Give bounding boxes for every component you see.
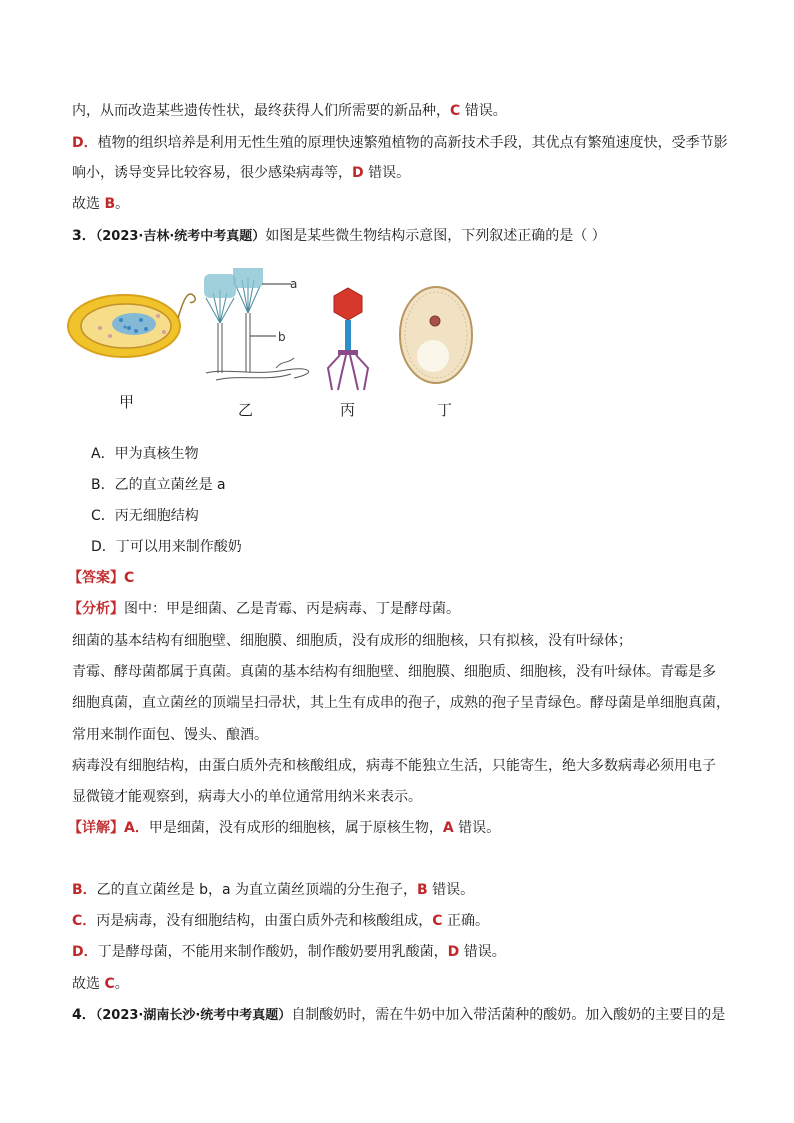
detail-end: 错误。 — [459, 944, 506, 960]
text: 。 — [114, 976, 129, 992]
text: 。 — [115, 196, 130, 212]
option-letter: B． — [72, 882, 97, 898]
analysis-line-5: 病毒没有细胞结构，由蛋白质外壳和核酸组成，病毒不能独立生活，只能寄生，绝大多数病毒必须用电子 — [72, 758, 716, 774]
key-letter: D — [352, 165, 364, 181]
choose-line — [72, 974, 129, 994]
option-text: 乙的直立菌丝是 a — [114, 477, 226, 493]
analysis-line-3: 细胞真菌，直立菌丝的顶端呈扫帚状，其上生有成串的孢子，成熟的孢子呈青绿色。酵母菌是单细胞真菌， — [72, 695, 730, 711]
detail-text: 甲是细菌，没有成形的细胞核，属于原核生物， — [148, 820, 443, 836]
key-letter: D — [447, 944, 460, 960]
option-letter: C． — [91, 508, 115, 524]
option-letter: D． — [72, 135, 98, 151]
analysis-line-4: 常用来制作面包、馒头、酿酒。 — [72, 727, 268, 743]
detail-end: 错误。 — [427, 882, 475, 898]
prev-line-1 — [72, 101, 507, 121]
figure-label-yi: 乙 — [238, 401, 254, 419]
virus-drawing — [328, 288, 368, 390]
analysis-line-1: 细菌的基本结构有细胞壁、细胞膜、细胞质，没有成形的细胞核，只有拟核，没有叶绿体； — [72, 633, 632, 649]
pointer-label-a: a — [290, 277, 298, 291]
analysis-line-6: 显微镜才能观察到，病毒大小的单位通常用纳米来表示。 — [72, 789, 422, 805]
option-letter: A． — [124, 820, 149, 836]
question-text: 如图是某些微生物结构示意图，下列叙述正确的是（ ） — [265, 228, 606, 244]
analysis-tag: 【分析】 — [68, 601, 124, 617]
question-4-stem — [72, 1005, 725, 1026]
detail-line-d — [72, 942, 506, 962]
text: 内，从而改造某些遗传性状，最终获得人们所需要的新品种， — [72, 103, 450, 119]
yeast-drawing — [400, 287, 472, 383]
prev-choose — [72, 194, 129, 214]
question-text: 自制酸奶时，需在牛奶中加入带活菌种的酸奶。加入酸奶的主要目的是 — [291, 1007, 726, 1023]
option-d — [91, 537, 242, 557]
key-letter: C — [432, 913, 443, 929]
question-number: 4． — [72, 1007, 96, 1023]
option-letter: A． — [91, 446, 115, 462]
pointer-label-b: b — [278, 330, 286, 344]
text: 植物的组织培养是利用无性生殖的原理快速繁殖植物的高新技术手段，其优点有繁殖速度快，受季节影 — [97, 135, 728, 151]
answer-line — [68, 568, 134, 588]
detail-line-b — [72, 880, 474, 900]
figure-label-jia: 甲 — [119, 393, 135, 411]
key-letter: B — [104, 196, 116, 212]
option-letter: D． — [72, 944, 98, 960]
text: 响小，诱导变异比较容易，很少感染病毒等， — [72, 165, 352, 181]
detail-end: 正确。 — [442, 913, 490, 929]
analysis-text: 图中：甲是细菌、乙是青霉、丙是病毒、丁是酵母菌。 — [124, 601, 460, 617]
figure-label-ding: 丁 — [437, 401, 453, 419]
question-number: 3． — [72, 228, 96, 244]
option-letter: C． — [72, 913, 97, 929]
key-letter: A — [442, 820, 454, 836]
detail-tag: 【详解】 — [68, 820, 124, 836]
answer-value: C — [124, 570, 135, 586]
text: 故选 — [72, 976, 105, 992]
detail-text: 丁是酵母菌，不能用来制作酸奶，制作酸奶要用乳酸菌， — [97, 944, 448, 960]
detail-end: 错误。 — [453, 820, 501, 836]
option-letter: D． — [91, 539, 116, 555]
text: 故选 — [72, 196, 105, 212]
option-text: 丁可以用来制作酸奶 — [115, 539, 242, 555]
option-a — [91, 444, 199, 464]
detail-text: 乙的直立菌丝是 b，a 为直立菌丝顶端的分生孢子， — [96, 882, 418, 898]
detail-text: 丙是病毒，没有细胞结构，由蛋白质外壳和核酸组成， — [96, 913, 433, 929]
prev-line-d2 — [72, 163, 410, 183]
option-text: 甲为真核生物 — [114, 446, 199, 462]
option-letter: B． — [91, 477, 115, 493]
prev-line-d — [72, 133, 728, 153]
question-3-stem — [72, 226, 606, 247]
key-letter: C — [104, 976, 115, 992]
detail-line-a — [68, 818, 500, 838]
figure-label-bing: 丙 — [340, 401, 356, 419]
detail-line-c — [72, 911, 489, 931]
analysis-line-0 — [68, 599, 460, 619]
bacterium-drawing — [68, 294, 195, 357]
answer-tag: 【答案】 — [68, 570, 124, 586]
text: 错误。 — [460, 103, 507, 119]
text: 错误。 — [363, 165, 411, 181]
question-source: （2023·湖南长沙·统考中考真题） — [95, 1008, 292, 1023]
analysis-line-2: 青霉、酵母菌都属于真菌。真菌的基本结构有细胞壁、细胞膜、细胞质、细胞核，没有叶绿体。青霉是多 — [72, 664, 716, 680]
question-source: （2023·吉林·统考中考真题） — [95, 229, 266, 244]
option-b — [91, 475, 226, 495]
option-c — [91, 506, 199, 526]
option-text: 丙无细胞结构 — [114, 508, 199, 524]
key-letter: C — [450, 103, 461, 119]
key-letter: B — [417, 882, 428, 898]
